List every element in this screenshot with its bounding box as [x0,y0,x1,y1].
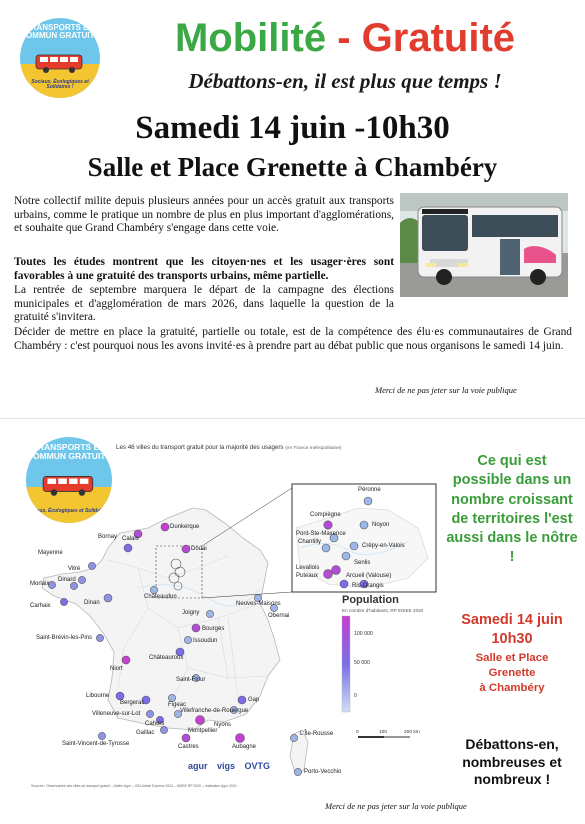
city-label: Morlaix [30,581,50,587]
city-label: Mayenne [38,550,63,556]
city-label: Porto-Vecchio [304,769,342,775]
bus-icon [41,473,97,497]
paragraph-studies: Toutes les études montrent que les citoyen·nes et les usager·ères sont favorables à une gratuité des transports urbains, même partielle. [14,256,394,282]
city-label: L'Île-Rousse [300,731,334,737]
city-label: Figeac [168,702,187,708]
city-label: Dunkerque [170,524,200,530]
city-label: Niort [110,666,123,672]
city-label: Castres [178,744,199,750]
inset-city-label: Compiègne [310,512,341,518]
inset-city-label: Crépy-en-Valois [362,543,405,549]
legend-subtitle: En nombre d'habitants, RP INSEE 2020 [342,608,424,613]
map-credit: Sources : Observatoire des villes du transport gratuit – Atelier Agur – IGN Admin Express 2024 – INSEE RP 2020 – réalisation Agur 2024 [31,784,237,788]
section-divider [0,418,585,419]
inset-city-label: Levallois [296,565,320,571]
merci-note-top: Merci de ne pas jeter sur la voie publique [375,385,517,395]
collective-logo [20,18,100,98]
paragraph-intro: Notre collectif milite depuis plusieurs années pour un accès gratuit aux transports urbains, comme le pratique un nombre de plus en plus important d'agglomérations, et souhaite que Grand Chambéry s'engage dans cette voie. [14,195,394,235]
side-place-line: Salle et Place [475,652,549,664]
collective-logo-map [26,437,112,523]
city-label: Gaillac [136,730,155,736]
legend-value: 50 000 [354,660,370,666]
ovtg-logo: OVTG [244,761,270,771]
map-heading [116,444,342,451]
side-date-time: 10h30 [491,631,533,647]
city-label: Vitré [68,566,81,572]
logo-top-text: TRANSPORTS EN COMMUN GRATUITS [20,22,100,40]
inset-city-label: Puteaux [296,573,319,579]
bus-photo [400,193,568,297]
legend-value: 100 000 [354,631,373,637]
inset-city-label: Péronne [358,487,381,493]
title-gratuite: Gratuité [361,16,516,60]
map-heading-small: (en France métropolitaine) [285,446,342,451]
city-label: Douai [191,546,207,552]
inset-city-label: Ris-Orangis [352,583,384,589]
logo-map-bottom-text: Sociaux, Écologiques et Solidaires ! [26,508,112,515]
scale-mid: 100 [379,730,388,735]
agur-logo: agur [188,761,208,771]
merci-note-bottom: Merci de ne pas jeter sur la voie publique [325,801,467,811]
city-label: Obernai [268,613,290,619]
city-label: Dinard [58,577,76,583]
city-label: Cahors [145,721,165,727]
side-date [446,611,578,649]
city-label: Dinan [84,600,100,606]
city-label: Calais [122,536,139,542]
city-label: Nyons [214,722,232,728]
city-label: Saint-Vincent-de-Tyrosse [62,741,130,747]
logo-bottom-text: Sociaux, Écologiques et Solidaires ! [31,79,89,90]
city-label: Châteaudun [144,594,177,600]
partner-logos [188,756,275,774]
inset-city-label: Senlis [354,560,371,566]
scale-end: 200 km [404,730,420,735]
title-mobilite: Mobilité [174,16,327,60]
city-label: Bourges [202,626,225,632]
city-label: Villefranche-de-Rouergue [180,708,249,714]
side-place-line: à Chambéry [479,682,545,694]
page-title [120,18,570,58]
inset-city-label: Pont-Ste-Maxence [296,531,346,537]
city-label: Aubagne [232,744,257,750]
city-label: Saint-Flour [176,677,206,683]
legend-value: 0 [354,693,357,699]
city-label: Libourne [86,693,110,699]
city-label: Neuves-Maisons [236,601,281,607]
side-slogan: Ce qui est possible dans un nombre croissant de territoires l'est aussi dans le nôtre ! [446,453,578,566]
side-closing: Débattons-en, nombreuses et nombreux ! [462,736,562,787]
event-place: Salle et Place Grenette à Chambéry [87,152,498,182]
city-label: Saint-Brévin-les-Pins [36,635,93,641]
bus-icon [34,52,86,74]
city-label: Issoudun [193,638,218,644]
title-dash: - [337,16,351,60]
side-place-line: Grenette [488,667,536,679]
vigs-logo: vigs [216,761,235,771]
city-label: Joigny [182,610,200,616]
side-date-day: Samedi 14 juin [461,612,563,628]
city-label: Bergerac [120,700,145,706]
logo-map-top-text: TRANSPORTS EN COMMUN GRATUITS [26,442,112,461]
legend-title: Population [342,594,399,606]
inset-city-label: Noyon [372,522,390,528]
scale-start: 0 [356,730,359,735]
city-label: Montpellier [188,728,218,734]
inset-city-label: Chantilly [298,539,322,545]
city-label: Gap [248,697,260,703]
city-label: Villeneuve-sur-Lot [92,711,141,717]
city-label: Châteauroux [149,655,184,661]
event-date: Samedi 14 juin -10h30 [135,110,450,146]
city-label: Bornay [98,534,118,540]
city-label: Carhaix [30,603,51,609]
subtitle: Débattons-en, il est plus que temps ! [188,69,502,93]
map-heading-text: Les 46 villes du transport gratuit pour la majorité des usagers [116,444,284,451]
paragraph-invitation: Décider de mettre en place la gratuité, partielle ou totale, est de la compétence des élu·es communautaires de Grand Chambéry : c'est pourquoi nous les avons invité·es à prendre part au débat public que nous organisons le samedi 14 juin. [14,326,572,352]
side-place [446,651,578,696]
inset-city-label: Arcueil (Valouse) [346,573,392,579]
paragraph-elections: La rentrée de septembre marquera le départ de la campagne des élections municipales et d'agglomération de mars 2026, dans laquelle la question de la gratuité s'invitera. [14,284,394,324]
